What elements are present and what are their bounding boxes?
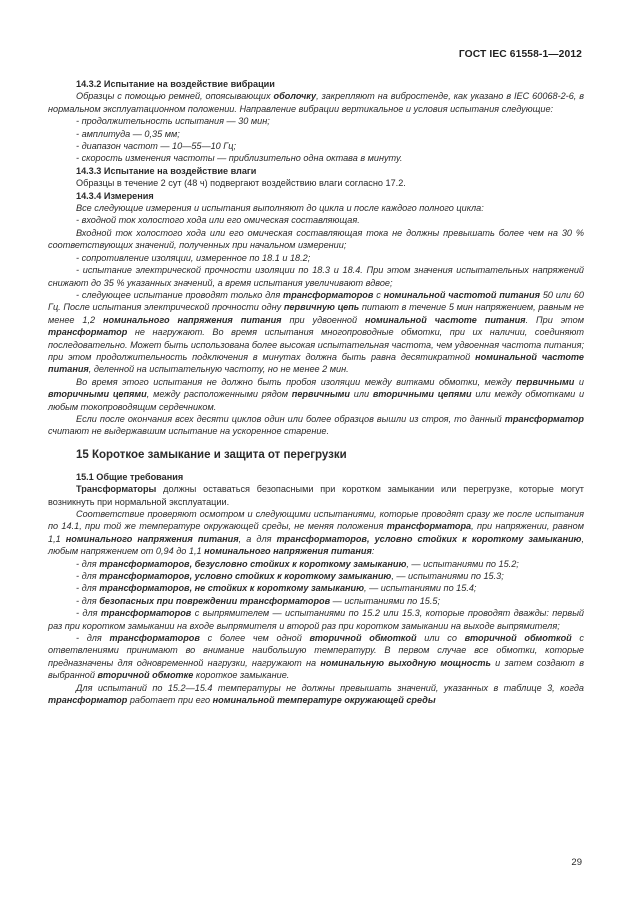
paragraph <box>48 152 584 164</box>
section-heading <box>48 165 584 177</box>
text-run: — испытаниями по 15.5; <box>330 595 441 606</box>
paragraph <box>48 483 584 508</box>
text-run: с ответвлениями принимают во внимание наибольшую температуру. В первом случае все обмотки, которые предназначены для одновременной нагрузки, нагружают на <box>48 633 584 668</box>
paragraph <box>48 214 584 226</box>
text-run: - сопротивление изоляции, измеренное по 18.1 и 18.2; <box>76 252 311 263</box>
paragraph <box>48 202 584 214</box>
text-run: - для <box>76 608 101 619</box>
term-bold: номинальной частоте питания <box>48 351 584 375</box>
paragraph <box>48 177 584 189</box>
paragraph <box>48 264 584 289</box>
paragraph <box>48 128 584 140</box>
term-bold: трансформаторов <box>109 633 200 644</box>
text-run: с более чем одной <box>199 633 310 644</box>
text-run: - следующее испытание проводят только для <box>76 289 284 300</box>
text-run: , закрепляют на вибростенде, как указано в IEC 60068-2-6, в нормальном эксплуатационном положении. Направление вибрации вертикальное и условия испытания следующие: <box>48 91 585 114</box>
text-run: с <box>373 289 384 300</box>
paragraph <box>48 289 584 376</box>
term-bold: номинальную выходную мощность <box>320 657 491 668</box>
paragraph <box>48 115 584 127</box>
section-heading <box>48 471 584 483</box>
section-heading <box>48 78 584 90</box>
paragraph <box>48 558 584 570</box>
section-heading <box>48 190 584 202</box>
text-run: или <box>350 389 373 400</box>
term-bold: трансформатор <box>504 413 584 424</box>
text-run: , любым напряжением от 0,94 до 1,1 <box>48 533 584 557</box>
text-run: считают не выдержавшим испытание на ускоренное старение. <box>48 426 330 437</box>
term-bold: первичную цепь <box>283 302 360 313</box>
paragraph <box>48 90 584 115</box>
text-run: короткое замыкание. <box>193 670 290 681</box>
term-bold: трансформаторов, условно стойких к короткому замыканию <box>99 571 392 582</box>
text-run: или со <box>416 633 465 644</box>
text-run: Соответствие проверяют осмотром и следующими испытаниями, которые проводят сразу же после испытания по 14.1, при той же температуре окружающей среды, не меняя положения <box>48 509 584 532</box>
term-bold: вторичной обмоткой <box>464 633 572 644</box>
paragraph <box>48 682 584 707</box>
text-run: - испытание электрической прочности изоляции по 18.3 и 18.4. При этом значения испытательных напряжений снижают до 35 % указанных значений, а время испытания увеличивают вдвое; <box>48 265 584 288</box>
term-bold: номинальной температуре окружающей среды <box>212 695 436 706</box>
section-heading <box>48 448 584 463</box>
paragraph <box>48 570 584 582</box>
text-run: , между расположенными рядом <box>146 389 292 400</box>
term-bold: вторичной обмоткой <box>309 633 417 644</box>
text-run: 15 Короткое замыкание и защита от перегрузки <box>76 448 347 461</box>
paragraph <box>48 227 584 252</box>
text-run: питают в течение 5 мин напряжением, равным не менее 1,2 <box>48 302 584 325</box>
text-run: - для <box>76 633 110 644</box>
text-run: , — испытаниями по 15.3; <box>391 571 504 582</box>
page-number: 29 <box>571 857 582 868</box>
text-run: . При этом <box>525 314 585 325</box>
paragraph <box>48 508 584 558</box>
text-run: 14.3.4 Измерения <box>76 190 154 201</box>
paragraph <box>48 413 584 438</box>
text-run: 14.3.3 Испытание на воздействие влаги <box>76 165 257 176</box>
term-bold: трансформаторов, безусловно стойких к короткому замыканию <box>99 558 407 569</box>
text-run: при удвоенной <box>281 314 365 325</box>
paragraph <box>48 595 584 607</box>
text-run: и затем создают в выбранной <box>48 657 584 681</box>
term-bold: трансформаторов <box>100 608 192 619</box>
text-run: - продолжительность испытания — 30 мин; <box>76 116 270 127</box>
text-run: - для <box>76 558 100 569</box>
text-run: должны оставаться безопасными при коротком замыкании или перегрузке, которые могут возникнуть при нормальной эксплуатации. <box>48 484 584 507</box>
text-run: , — испытаниями по 15.2; <box>406 558 519 569</box>
term-bold: номинальной частоте питания <box>364 314 526 325</box>
text-run: , а для <box>238 533 277 544</box>
text-run: Для испытаний по 15.2—15.4 температуры не должны превышать значений, указанных в таблице 3, когда <box>76 682 584 693</box>
text-run: : <box>371 546 375 557</box>
term-bold: трансформатора <box>386 521 472 532</box>
term-bold: первичными <box>516 376 575 387</box>
term-bold: трансформатор <box>48 327 128 338</box>
text-run: 14.3.2 Испытание на воздействие вибрации <box>76 79 275 89</box>
term-bold: трансформаторов, не стойких к короткому замыканию <box>99 583 365 594</box>
text-run: 50 или 60 Гц. После испытания электрической прочности одну <box>48 289 585 313</box>
text-run: , при напряжении, равном 1,1 <box>48 521 584 544</box>
paragraph <box>48 252 584 264</box>
paragraph <box>48 607 584 632</box>
text-run: Входной ток холостого хода или его омическая составляющая тока не должны превышать более чем на 30 % соответствующих значений, полученных при начальном измерении; <box>48 227 584 251</box>
term-bold: вторичными цепями <box>372 389 472 400</box>
term-bold: оболочку <box>273 91 317 102</box>
text-run: с выпрямителем — испытаниями по 15.2 или 15.3, которые проводят дважды: первый раз при коротком замыкании на входе выпрямителя и второй раз при коротком замыкании на выходе выпрямителя; <box>48 608 584 631</box>
paragraph <box>48 140 584 152</box>
text-run: - для <box>76 583 100 594</box>
text-run: и <box>574 376 584 387</box>
text-run: Во время этого испытания не должно быть пробоя изоляции между витками обмотки, между <box>76 376 517 387</box>
term-bold: трансформаторов <box>283 289 374 300</box>
text-run: Образцы в течение 2 сут (48 ч) подвергают воздействию влаги согласно 17.2. <box>76 178 406 189</box>
text-run: Если после окончания всех десяти циклов один или более образцов вышли из строя, то данный <box>76 413 505 424</box>
term-bold: трансформаторов, условно стойких к короткому замыканию <box>276 533 582 544</box>
term-bold: трансформатор <box>48 695 128 706</box>
text-run: работает при его <box>127 695 213 706</box>
text-run: - скорость изменения частоты — приблизительно одна октава в минуту. <box>76 153 403 164</box>
paragraph <box>48 632 584 682</box>
text-run: - диапазон частот — 10—55—10 Гц; <box>76 141 237 152</box>
text-run: , — испытаниями по 15.4; <box>364 583 477 594</box>
term-bold: вторичными цепями <box>48 389 147 400</box>
paragraph <box>48 376 584 413</box>
text-run: - амплитуда — 0,35 мм; <box>76 128 180 139</box>
paragraph <box>48 582 584 594</box>
text-run: - входной ток холостого хода или его омическая составляющая. <box>76 215 360 226</box>
text-run: Образцы с помощью ремней, опоясывающих <box>76 91 274 102</box>
text-run: или между обмотками и любым токопроводящим сердечником. <box>48 389 585 412</box>
term-bold: номинального напряжения питания <box>204 546 372 557</box>
term-bold: первичными <box>291 389 351 400</box>
document-body <box>48 78 584 707</box>
text-run: - для <box>76 571 100 582</box>
page-header-standard: ГОСТ IEC 61558-1—2012 <box>458 49 582 60</box>
term-bold: безопасных при повреждении трансформаторов <box>99 595 331 606</box>
text-run: не нагружают. Во время испытания многопроводные обмотки, при их наличии, соединяют последовательно. Может быть использована более высокая испытательная частота, чем удвоенная частота питания; при этом продолжительность подключения в минутах должна быть равна десятикратной <box>48 327 584 362</box>
term-bold: номинального напряжения питания <box>103 314 282 325</box>
term-bold: номинального напряжения питания <box>65 533 239 544</box>
term-bold: номинальной частотой питания <box>383 289 541 300</box>
text-run: , деленной на испытательную частоту, но не менее 2 мин. <box>88 364 349 375</box>
text-run: - для <box>76 595 100 606</box>
term-bold: вторичной обмотке <box>97 670 194 681</box>
term-bold: Трансформаторы <box>76 484 157 495</box>
text-run: 15.1 Общие требования <box>76 471 184 482</box>
text-run: Все следующие измерения и испытания выполняют до цикла и после каждого полного цикла: <box>76 203 484 214</box>
